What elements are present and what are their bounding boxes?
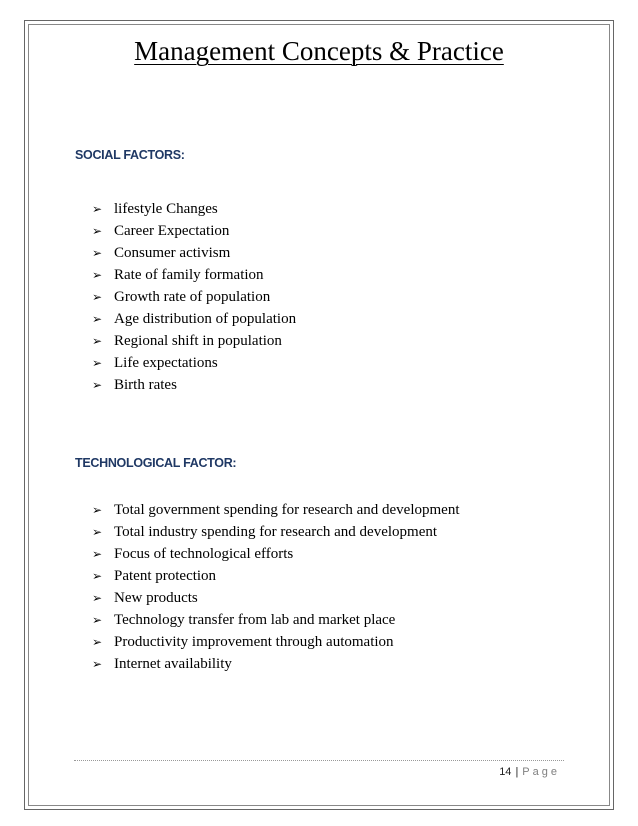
page-number: 14	[499, 766, 512, 778]
list-item: ➢ Rate of family formation	[92, 264, 296, 286]
social-factors-list	[92, 198, 296, 396]
arrow-bullet-icon: ➢	[92, 613, 103, 627]
arrow-bullet-icon: ➢	[92, 569, 103, 583]
arrow-bullet-icon: ➢	[92, 378, 103, 392]
list-item: ➢ Career Expectation	[92, 220, 296, 242]
social-factors-heading: SOCIAL FACTORS:	[75, 148, 185, 162]
arrow-bullet-icon: ➢	[92, 268, 103, 282]
list-item: ➢ Age distribution of population	[92, 308, 296, 330]
list-item: ➢ Focus of technological efforts	[92, 543, 460, 565]
arrow-bullet-icon: ➢	[92, 547, 103, 561]
arrow-bullet-icon: ➢	[92, 312, 103, 326]
technological-factor-list	[92, 499, 460, 675]
list-item: ➢ Growth rate of population	[92, 286, 296, 308]
arrow-bullet-icon: ➢	[92, 635, 103, 649]
arrow-bullet-icon: ➢	[92, 657, 103, 671]
arrow-bullet-icon: ➢	[92, 224, 103, 238]
arrow-bullet-icon: ➢	[92, 591, 103, 605]
list-item: ➢ Technology transfer from lab and market place	[92, 609, 460, 631]
footer-separator: |	[515, 766, 519, 778]
arrow-bullet-icon: ➢	[92, 246, 103, 260]
page-border-inner	[28, 24, 610, 806]
arrow-bullet-icon: ➢	[92, 290, 103, 304]
list-item: ➢ lifestyle Changes	[92, 198, 296, 220]
list-item: ➢ Total government spending for research and development	[92, 499, 460, 521]
arrow-bullet-icon: ➢	[92, 503, 103, 517]
list-item: ➢ Birth rates	[92, 374, 296, 396]
footer-rule	[74, 760, 564, 761]
page-label: Page	[522, 766, 560, 778]
list-item: ➢ Consumer activism	[92, 242, 296, 264]
page-footer	[499, 766, 560, 778]
list-item: ➢ Patent protection	[92, 565, 460, 587]
list-item: ➢ Productivity improvement through automation	[92, 631, 460, 653]
list-item: ➢ New products	[92, 587, 460, 609]
list-item: ➢ Internet availability	[92, 653, 460, 675]
list-item: ➢ Life expectations	[92, 352, 296, 374]
list-item: ➢ Regional shift in population	[92, 330, 296, 352]
arrow-bullet-icon: ➢	[92, 202, 103, 216]
arrow-bullet-icon: ➢	[92, 525, 103, 539]
arrow-bullet-icon: ➢	[92, 356, 103, 370]
technological-factor-heading: TECHNOLOGICAL FACTOR:	[75, 456, 237, 470]
page-title: Management Concepts & Practice	[134, 36, 504, 66]
list-item: ➢ Total industry spending for research and development	[92, 521, 460, 543]
arrow-bullet-icon: ➢	[92, 334, 103, 348]
